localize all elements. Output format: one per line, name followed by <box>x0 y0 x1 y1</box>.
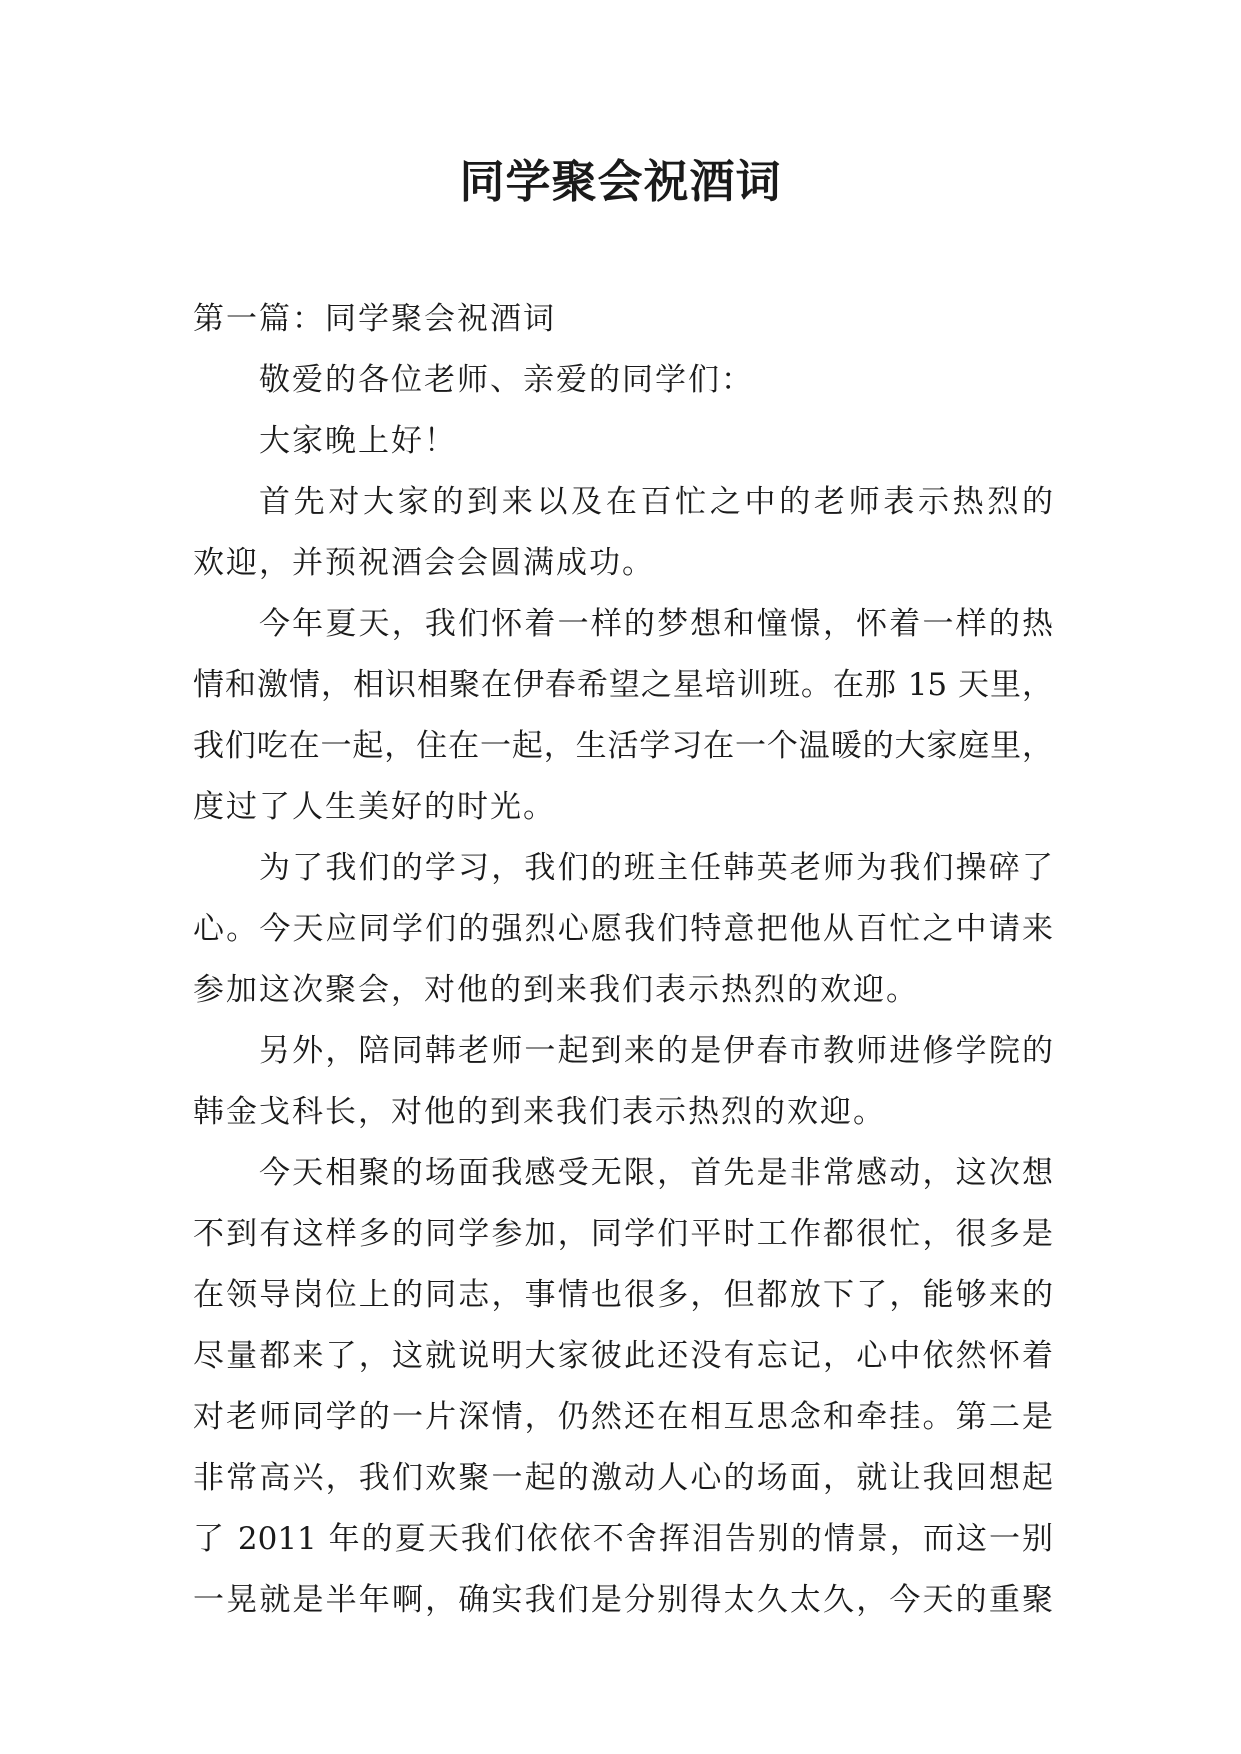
body-line: 一晃就是半年啊，确实我们是分别得太久太久，今天的重聚 <box>193 1582 1053 1618</box>
body-line: 度过了人生美好的时光。 <box>193 789 556 825</box>
body-line: 情和激情，相识相聚在伊春希望之星培训班。在那 15 天里， <box>193 667 1053 703</box>
body-line: 了 2011 年的夏天我们依依不舍挥泪告别的情景，而这一别 <box>193 1521 1053 1557</box>
body-line: 非常高兴，我们欢聚一起的激动人心的场面，就让我回想起 <box>193 1460 1053 1496</box>
body-line: 首先对大家的到来以及在百忙之中的老师表示热烈的 <box>259 484 1053 520</box>
body-line: 大家晚上好！ <box>259 423 457 459</box>
body-line: 欢迎，并预祝酒会会圆满成功。 <box>193 545 655 581</box>
body-line: 不到有这样多的同学参加，同学们平时工作都很忙，很多是 <box>193 1216 1053 1252</box>
body-line: 我们吃在一起，住在一起，生活学习在一个温暖的大家庭里， <box>193 728 1053 764</box>
body-line: 在领导岗位上的同志，事情也很多，但都放下了，能够来的 <box>193 1277 1053 1313</box>
body-line: 尽量都来了，这就说明大家彼此还没有忘记，心中依然怀着 <box>193 1338 1053 1374</box>
body-line: 敬爱的各位老师、亲爱的同学们： <box>259 362 754 398</box>
body-line: 今天相聚的场面我感受无限，首先是非常感动，这次想 <box>259 1155 1053 1191</box>
document-body <box>193 289 1053 1631</box>
body-line: 今年夏天，我们怀着一样的梦想和憧憬，怀着一样的热 <box>259 606 1053 642</box>
body-line: 韩金戈科长，对他的到来我们表示热烈的欢迎。 <box>193 1094 886 1130</box>
body-line: 心。今天应同学们的强烈心愿我们特意把他从百忙之中请来 <box>193 911 1053 947</box>
body-line: 参加这次聚会，对他的到来我们表示热烈的欢迎。 <box>193 972 919 1008</box>
body-line: 对老师同学的一片深情，仍然还在相互思念和牵挂。第二是 <box>193 1399 1053 1435</box>
body-line: 第一篇：同学聚会祝酒词 <box>193 301 556 337</box>
body-line: 为了我们的学习，我们的班主任韩英老师为我们操碎了 <box>259 850 1053 886</box>
body-line: 另外，陪同韩老师一起到来的是伊春市教师进修学院的 <box>259 1033 1053 1069</box>
document-title: 同学聚会祝酒词 <box>459 155 782 208</box>
